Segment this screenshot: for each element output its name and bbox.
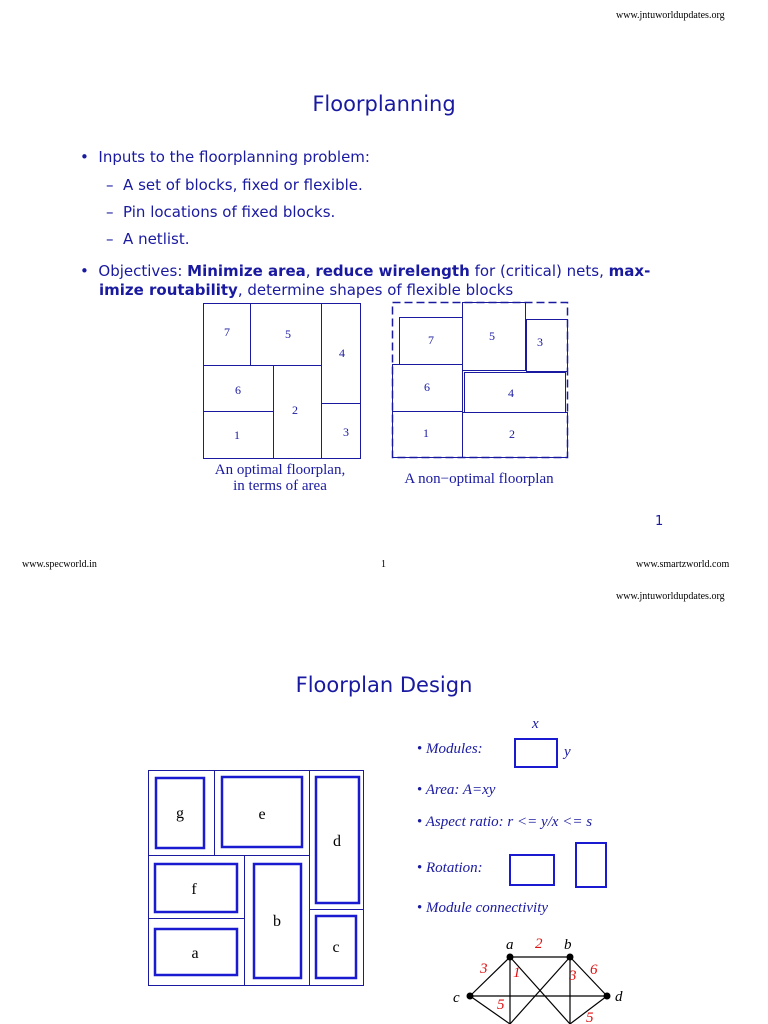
graph-node-d: d — [615, 989, 623, 1005]
objectives-line1: • Objectives: Minimize area, reduce wirelength for (critical) nets, max- — [80, 262, 651, 280]
optimal-caption — [190, 462, 370, 495]
block-label-5: 5 — [489, 329, 495, 343]
connectivity-graph — [440, 930, 640, 1024]
sub-bullet-text: A netlist. — [123, 230, 190, 248]
module-floorplan — [144, 766, 368, 990]
header-url: www.jntuworldupdates.org — [616, 10, 725, 21]
objective-shapes: , determine shapes of flexible blocks — [237, 281, 514, 299]
objectives-label: Objectives: — [98, 262, 183, 280]
objective-wirelength: reduce wirelength — [315, 262, 470, 280]
module-icon — [514, 738, 558, 768]
graph-node-b: b — [564, 937, 572, 953]
module-label-d: d — [333, 833, 341, 850]
block-label-1: 1 — [234, 428, 240, 442]
sub-bullet: – Pin locations of fixed blocks. — [106, 203, 336, 221]
block-label-1: 1 — [423, 426, 429, 440]
block-label-5: 5 — [285, 327, 291, 341]
edge-weight: 5 — [586, 1010, 594, 1024]
sub-bullet: – A set of blocks, fixed or flexible. — [106, 176, 363, 194]
sub-bullet-text: A set of blocks, fixed or flexible. — [123, 176, 363, 194]
module-label-b: b — [273, 913, 281, 930]
optimal-caption-line2: in terms of area — [233, 478, 327, 494]
module-y-label: y — [564, 744, 571, 760]
edge-weight: 3 — [480, 961, 488, 977]
area-bullet: • Area: A=xy — [417, 782, 496, 798]
block-label-3: 3 — [537, 335, 543, 349]
area-text: Area: A=xy — [425, 782, 496, 798]
block-label-3: 3 — [343, 425, 349, 439]
footer-left-url: www.specworld.in — [22, 559, 97, 570]
connectivity-text: Module connectivity — [426, 900, 549, 916]
objectives-line2 — [99, 281, 513, 299]
module-label-f: f — [191, 881, 197, 898]
footer-page-number: 1 — [381, 559, 386, 570]
edge-weight: 2 — [535, 936, 543, 952]
module-label-e: e — [258, 806, 266, 823]
optimal-floorplan — [200, 300, 365, 463]
modules-label: Modules: — [426, 741, 483, 757]
graph-node-c: c — [453, 990, 460, 1006]
rotation-vertical-icon — [575, 842, 607, 888]
slide-title: Floorplanning — [312, 92, 456, 116]
bullet-text: Inputs to the floorplanning problem: — [98, 148, 370, 166]
module-x-label: x — [532, 716, 539, 732]
edge-weight: 5 — [497, 997, 505, 1013]
block-label-7: 7 — [224, 325, 230, 339]
aspect-bullet: • Aspect ratio: r <= y/x <= s — [417, 814, 593, 830]
sub-bullet-text: Pin locations of fixed blocks. — [123, 203, 336, 221]
edge-weight: 6 — [590, 962, 598, 978]
bullet: • Inputs to the floorplanning problem: — [80, 148, 370, 166]
graph-node-a: a — [506, 937, 514, 953]
objective-sep: , — [305, 262, 311, 280]
non-optimal-floorplan — [388, 298, 573, 463]
slide-page-number: 1 — [655, 514, 664, 529]
module-label-a: a — [191, 945, 199, 962]
block-label-4: 4 — [339, 346, 345, 360]
rotation-horizontal-icon — [509, 854, 555, 886]
block-label-2: 2 — [509, 427, 515, 441]
rotation-bullet: • Rotation: — [417, 860, 483, 876]
optimal-caption-line1: An optimal floorplan, — [214, 462, 346, 478]
aspect-text: Aspect ratio: r <= y/x <= s — [425, 814, 593, 830]
module-label-g: g — [176, 805, 184, 822]
objective-area: Minimize area — [187, 262, 306, 280]
edge-weight: 3 — [569, 968, 577, 984]
header-url: www.jntuworldupdates.org — [616, 591, 725, 602]
objective-routability-2: imize routability — [99, 281, 238, 299]
sub-bullet: – A netlist. — [106, 230, 190, 248]
block-label-6: 6 — [424, 380, 430, 394]
objective-nets: for (critical) nets, — [474, 262, 604, 280]
block-label-7: 7 — [428, 333, 434, 347]
edge-weight: 1 — [513, 965, 521, 981]
slide-title: Floorplan Design — [295, 673, 473, 697]
objective-routability-1: max- — [608, 262, 651, 280]
connectivity-bullet: • Module connectivity — [417, 900, 549, 916]
block-label-6: 6 — [235, 383, 241, 397]
module-label-c: c — [332, 939, 340, 956]
rotation-label: Rotation: — [426, 860, 483, 876]
footer-right-url: www.smartzworld.com — [636, 559, 730, 570]
block-label-2: 2 — [292, 403, 298, 417]
non-optimal-caption: A non−optimal floorplan — [404, 471, 554, 487]
block-label-4: 4 — [508, 386, 514, 400]
modules-bullet: • Modules: — [417, 741, 483, 757]
